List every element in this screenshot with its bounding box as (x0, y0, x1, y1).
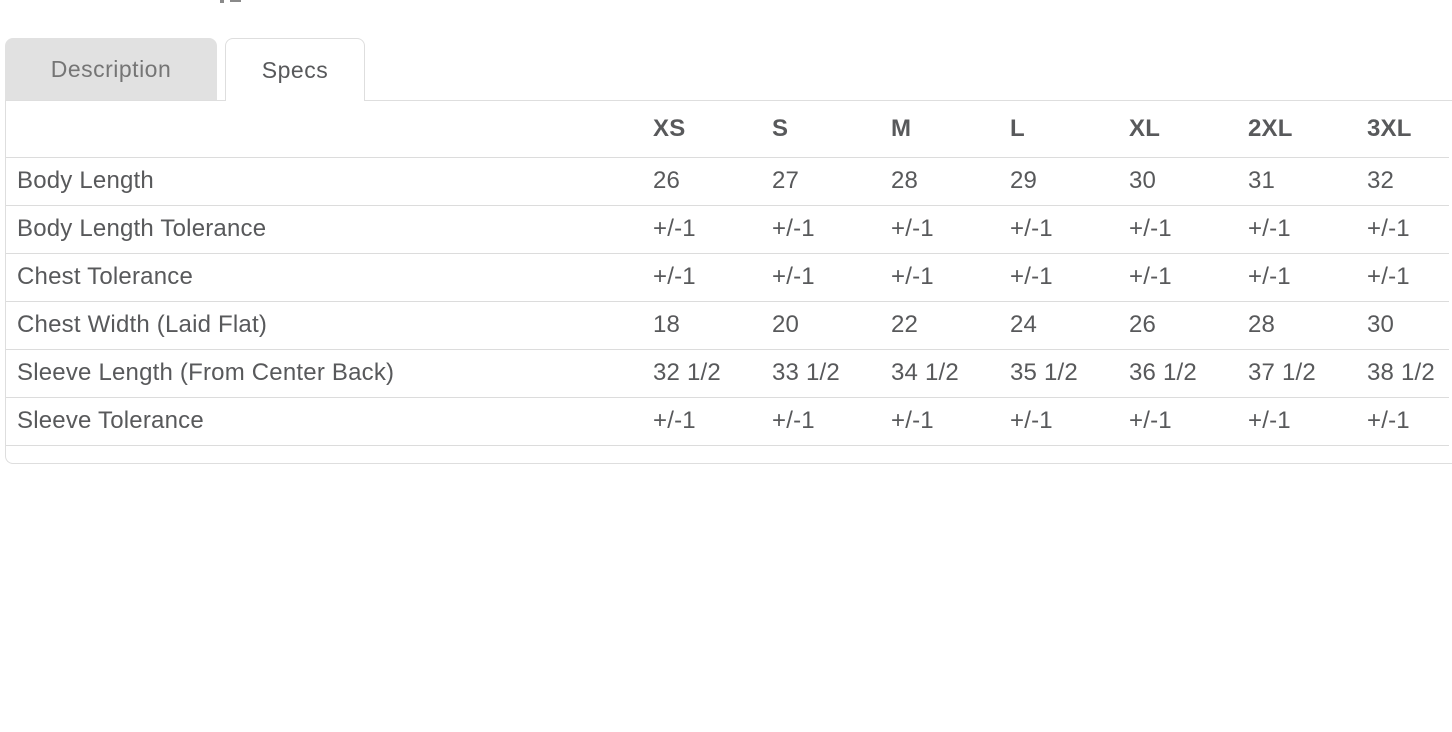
cell-value: +/-1 (653, 397, 772, 445)
cell-value: +/-1 (891, 397, 1010, 445)
cell-value: +/-1 (653, 253, 772, 301)
cell-value: +/-1 (891, 253, 1010, 301)
tab-bar (5, 38, 365, 100)
cell-value: 33 1/2 (772, 349, 891, 397)
cell-value: +/-1 (1129, 205, 1248, 253)
table-row (6, 253, 1449, 301)
text-fragment-mark (220, 0, 224, 3)
cell-value: +/-1 (1129, 397, 1248, 445)
row-label: Sleeve Tolerance (6, 397, 653, 445)
cell-value: +/-1 (1010, 397, 1129, 445)
cell-value: 37 1/2 (1248, 349, 1367, 397)
clipped-text-fragment (219, 0, 249, 4)
cell-value: 29 (1010, 157, 1129, 205)
column-header-s: S (772, 101, 891, 157)
cell-value: +/-1 (1248, 253, 1367, 301)
cell-value: 28 (1248, 301, 1367, 349)
table-body (6, 157, 1449, 445)
cell-value: +/-1 (1010, 253, 1129, 301)
cell-value: 35 1/2 (1010, 349, 1129, 397)
cell-value: +/-1 (772, 253, 891, 301)
cell-value: +/-1 (1367, 205, 1449, 253)
column-header-xs: XS (653, 101, 772, 157)
cell-value: 24 (1010, 301, 1129, 349)
cell-value: +/-1 (891, 205, 1010, 253)
cell-value: 27 (772, 157, 891, 205)
column-header-l: L (1010, 101, 1129, 157)
cell-value: 32 1/2 (653, 349, 772, 397)
cell-value: +/-1 (1248, 205, 1367, 253)
row-label: Body Length (6, 157, 653, 205)
cell-value: +/-1 (1367, 397, 1449, 445)
table-row (6, 397, 1449, 445)
cell-value: +/-1 (1010, 205, 1129, 253)
specs-table (6, 101, 1449, 446)
column-header-2xl: 2XL (1248, 101, 1367, 157)
column-header-xl: XL (1129, 101, 1248, 157)
cell-value: +/-1 (1129, 253, 1248, 301)
cell-value: +/-1 (772, 205, 891, 253)
specs-panel (5, 100, 1452, 464)
cell-value: +/-1 (653, 205, 772, 253)
cell-value: 36 1/2 (1129, 349, 1248, 397)
row-label: Body Length Tolerance (6, 205, 653, 253)
header-corner-cell (6, 101, 653, 157)
row-label: Sleeve Length (From Center Back) (6, 349, 653, 397)
cell-value: 26 (1129, 301, 1248, 349)
cell-value: 28 (891, 157, 1010, 205)
cell-value: 30 (1129, 157, 1248, 205)
tab-specs[interactable]: Specs (225, 38, 365, 101)
table-row (6, 349, 1449, 397)
cell-value: 31 (1248, 157, 1367, 205)
cell-value: 38 1/2 (1367, 349, 1449, 397)
cell-value: 20 (772, 301, 891, 349)
table-header-row (6, 101, 1449, 157)
cell-value: +/-1 (1367, 253, 1449, 301)
row-label: Chest Width (Laid Flat) (6, 301, 653, 349)
cell-value: 30 (1367, 301, 1449, 349)
table-row (6, 205, 1449, 253)
text-fragment-mark (230, 0, 241, 2)
cell-value: +/-1 (1248, 397, 1367, 445)
table-row (6, 301, 1449, 349)
cell-value: 18 (653, 301, 772, 349)
cell-value: 32 (1367, 157, 1449, 205)
row-label: Chest Tolerance (6, 253, 653, 301)
column-header-m: M (891, 101, 1010, 157)
cell-value: 34 1/2 (891, 349, 1010, 397)
tab-description[interactable]: Description (5, 38, 217, 100)
table-row (6, 157, 1449, 205)
column-header-3xl: 3XL (1367, 101, 1449, 157)
cell-value: 22 (891, 301, 1010, 349)
cell-value: 26 (653, 157, 772, 205)
cell-value: +/-1 (772, 397, 891, 445)
